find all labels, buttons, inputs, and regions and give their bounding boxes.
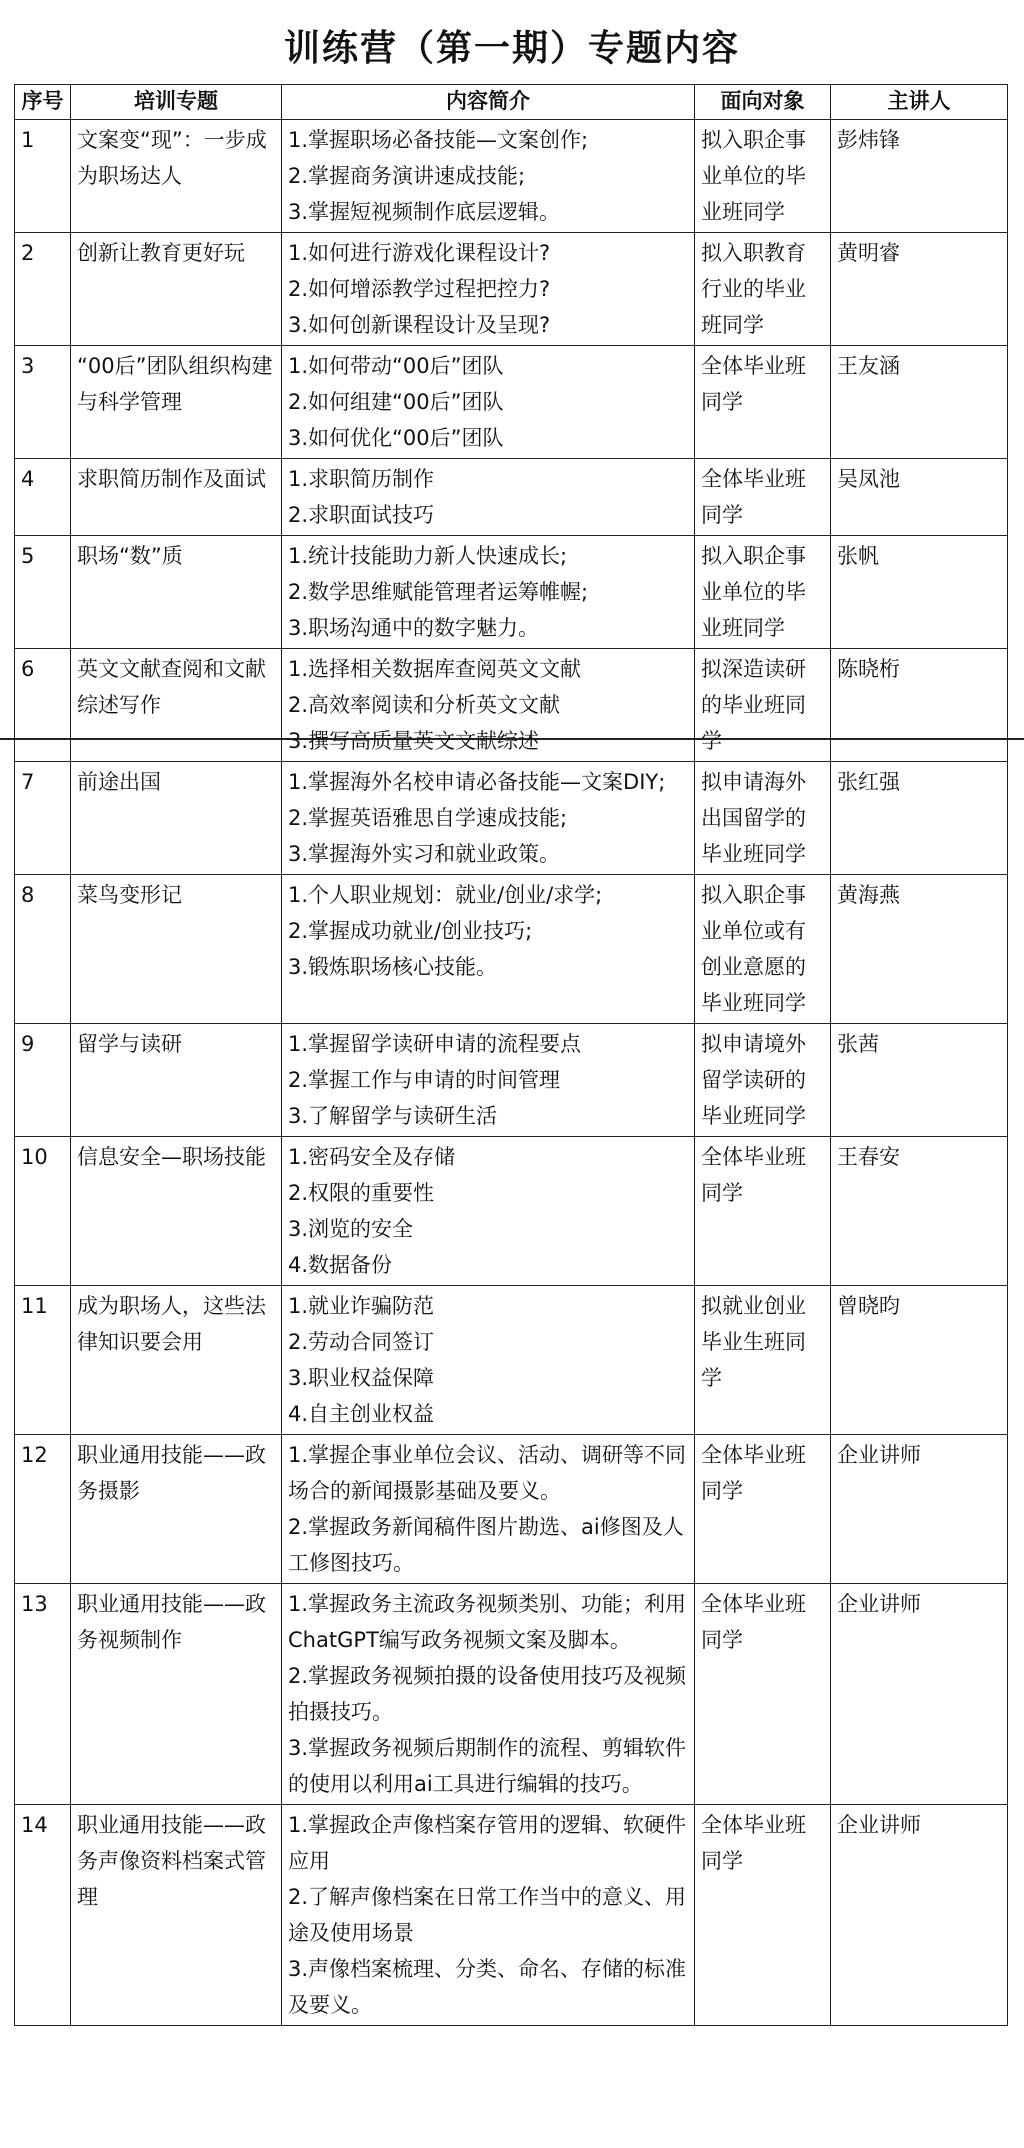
row-topic: 菜鸟变形记 bbox=[71, 875, 282, 1024]
row-topic: 职业通用技能——政务摄影 bbox=[71, 1435, 282, 1584]
content-line: 2.求职面试技巧 bbox=[288, 503, 435, 527]
header-content: 内容简介 bbox=[282, 85, 695, 120]
row-content bbox=[282, 649, 695, 762]
row-audience: 拟申请境外留学读研的毕业班同学 bbox=[695, 1024, 831, 1137]
topics-table bbox=[14, 84, 1008, 2026]
row-audience: 拟入职教育行业的毕业班同学 bbox=[695, 233, 831, 346]
table-row bbox=[15, 120, 1008, 233]
row-audience: 拟就业创业毕业生班同学 bbox=[695, 1286, 831, 1435]
row-speaker: 王春安 bbox=[831, 1137, 1008, 1286]
page-title: 训练营（第一期）专题内容 bbox=[283, 28, 740, 69]
row-speaker: 黄明睿 bbox=[831, 233, 1008, 346]
row-number: 12 bbox=[15, 1435, 71, 1584]
table-row bbox=[15, 762, 1008, 875]
row-audience: 全体毕业班同学 bbox=[695, 1435, 831, 1584]
content-line: 1.掌握职场必备技能—文案创作; bbox=[288, 128, 589, 152]
header-speaker: 主讲人 bbox=[831, 85, 1008, 120]
row-topic: 留学与读研 bbox=[71, 1024, 282, 1137]
row-speaker: 张茜 bbox=[831, 1024, 1008, 1137]
row-topic: 英文文献查阅和文献综述写作 bbox=[71, 649, 282, 762]
row-content bbox=[282, 536, 695, 649]
content-line: 2.掌握成功就业/创业技巧; bbox=[288, 919, 533, 943]
content-line: 2.高效率阅读和分析英文文献 bbox=[288, 693, 561, 717]
content-line: 1.就业诈骗防范 bbox=[288, 1294, 435, 1318]
content-line: 2.如何组建“00后”团队 bbox=[288, 390, 504, 414]
row-content bbox=[282, 762, 695, 875]
content-line: 2.了解声像档案在日常工作当中的意义、用途及使用场景 bbox=[288, 1885, 687, 1945]
row-number: 3 bbox=[15, 346, 71, 459]
header-audience: 面向对象 bbox=[695, 85, 831, 120]
row-audience: 拟入职企事业单位的毕业班同学 bbox=[695, 536, 831, 649]
content-line: 4.自主创业权益 bbox=[288, 1402, 435, 1426]
content-line: 2.掌握政务视频拍摄的设备使用技巧及视频拍摄技巧。 bbox=[288, 1664, 687, 1724]
row-topic: 前途出国 bbox=[71, 762, 282, 875]
row-number: 1 bbox=[15, 120, 71, 233]
table-row bbox=[15, 233, 1008, 346]
row-content bbox=[282, 1584, 695, 1805]
row-speaker: 吴凤池 bbox=[831, 459, 1008, 536]
header-topic: 培训专题 bbox=[71, 85, 282, 120]
row-content bbox=[282, 1435, 695, 1584]
content-line: 1.掌握留学读研申请的流程要点 bbox=[288, 1032, 582, 1056]
table-row bbox=[15, 649, 1008, 762]
row-content bbox=[282, 120, 695, 233]
row-audience: 拟入职企事业单位的毕业班同学 bbox=[695, 120, 831, 233]
row-speaker: 企业讲师 bbox=[831, 1584, 1008, 1805]
row-content bbox=[282, 233, 695, 346]
content-line: 3.锻炼职场核心技能。 bbox=[288, 955, 498, 979]
table-row bbox=[15, 1286, 1008, 1435]
content-line: 2.掌握工作与申请的时间管理 bbox=[288, 1068, 561, 1092]
row-number: 4 bbox=[15, 459, 71, 536]
row-content bbox=[282, 1286, 695, 1435]
table-row bbox=[15, 1137, 1008, 1286]
row-topic: 求职简历制作及面试 bbox=[71, 459, 282, 536]
content-line: 3.撰写高质量英文文献综述 bbox=[288, 729, 540, 753]
row-audience: 全体毕业班同学 bbox=[695, 1805, 831, 2026]
row-content bbox=[282, 1024, 695, 1137]
row-number: 5 bbox=[15, 536, 71, 649]
content-line: 1.统计技能助力新人快速成长; bbox=[288, 544, 568, 568]
row-speaker: 企业讲师 bbox=[831, 1805, 1008, 2026]
row-speaker: 王友涵 bbox=[831, 346, 1008, 459]
content-line: 1.掌握政企声像档案存管用的逻辑、软硬件应用 bbox=[288, 1813, 687, 1873]
row-speaker: 陈晓桁 bbox=[831, 649, 1008, 762]
content-line: 2.掌握政务新闻稿件图片勘选、ai修图及人工修图技巧。 bbox=[288, 1515, 684, 1575]
content-line: 3.如何优化“00后”团队 bbox=[288, 426, 504, 450]
content-line: 1.密码安全及存储 bbox=[288, 1145, 456, 1169]
content-line: 2.数学思维赋能管理者运筹帷幄; bbox=[288, 580, 589, 604]
content-line: 4.数据备份 bbox=[288, 1253, 393, 1277]
content-line: 3.如何创新课程设计及呈现? bbox=[288, 313, 551, 337]
row-content bbox=[282, 1137, 695, 1286]
row-audience: 全体毕业班同学 bbox=[695, 1137, 831, 1286]
content-line: 3.掌握海外实习和就业政策。 bbox=[288, 842, 561, 866]
table-row bbox=[15, 1435, 1008, 1584]
content-line: 1.求职简历制作 bbox=[288, 467, 435, 491]
table-row bbox=[15, 1805, 1008, 2026]
content-line: 1.掌握海外名校申请必备技能—文案DIY; bbox=[288, 770, 666, 794]
row-number: 11 bbox=[15, 1286, 71, 1435]
row-topic: “00后”团队组织构建与科学管理 bbox=[71, 346, 282, 459]
content-line: 1.掌握企事业单位会议、活动、调研等不同场合的新闻摄影基础及要义。 bbox=[288, 1443, 687, 1503]
row-audience: 拟深造读研的毕业班同学 bbox=[695, 649, 831, 762]
row-topic: 职场“数”质 bbox=[71, 536, 282, 649]
row-content bbox=[282, 875, 695, 1024]
row-number: 14 bbox=[15, 1805, 71, 2026]
content-line: 3.了解留学与读研生活 bbox=[288, 1104, 498, 1128]
row-number: 10 bbox=[15, 1137, 71, 1286]
row-speaker: 曾晓昀 bbox=[831, 1286, 1008, 1435]
content-line: 3.声像档案梳理、分类、命名、存储的标准及要义。 bbox=[288, 1957, 687, 2017]
table-row bbox=[15, 875, 1008, 1024]
row-content bbox=[282, 346, 695, 459]
content-line: 1.如何带动“00后”团队 bbox=[288, 354, 504, 378]
row-number: 8 bbox=[15, 875, 71, 1024]
content-line: 3.掌握短视频制作底层逻辑。 bbox=[288, 200, 561, 224]
content-line: 1.掌握政务主流政务视频类别、功能；利用ChatGPT编写政务视频文案及脚本。 bbox=[288, 1592, 687, 1652]
row-topic: 信息安全—职场技能 bbox=[71, 1137, 282, 1286]
row-number: 2 bbox=[15, 233, 71, 346]
row-topic: 职业通用技能——政务视频制作 bbox=[71, 1584, 282, 1805]
row-number: 6 bbox=[15, 649, 71, 762]
row-audience: 拟申请海外出国留学的毕业班同学 bbox=[695, 762, 831, 875]
row-number: 7 bbox=[15, 762, 71, 875]
content-line: 1.选择相关数据库查阅英文文献 bbox=[288, 657, 582, 681]
content-line: 3.浏览的安全 bbox=[288, 1217, 414, 1241]
row-topic: 职业通用技能——政务声像资料档案式管理 bbox=[71, 1805, 282, 2026]
content-line: 1.个人职业规划：就业/创业/求学; bbox=[288, 883, 603, 907]
table-header-row bbox=[15, 85, 1008, 120]
content-line: 2.掌握英语雅思自学速成技能; bbox=[288, 806, 568, 830]
row-speaker: 张红强 bbox=[831, 762, 1008, 875]
row-topic: 创新让教育更好玩 bbox=[71, 233, 282, 346]
row-audience: 全体毕业班同学 bbox=[695, 346, 831, 459]
content-line: 3.职场沟通中的数字魅力。 bbox=[288, 616, 540, 640]
table-row bbox=[15, 346, 1008, 459]
row-audience: 全体毕业班同学 bbox=[695, 459, 831, 536]
header-no: 序号 bbox=[15, 85, 71, 120]
row-topic: 文案变“现”：一步成为职场达人 bbox=[71, 120, 282, 233]
content-line: 2.如何增添教学过程把控力? bbox=[288, 277, 551, 301]
row-number: 13 bbox=[15, 1584, 71, 1805]
table-row bbox=[15, 1024, 1008, 1137]
table-row bbox=[15, 1584, 1008, 1805]
row-audience: 全体毕业班同学 bbox=[695, 1584, 831, 1805]
content-line: 2.劳动合同签订 bbox=[288, 1330, 435, 1354]
row-speaker: 张帆 bbox=[831, 536, 1008, 649]
content-line: 3.职业权益保障 bbox=[288, 1366, 435, 1390]
row-content bbox=[282, 1805, 695, 2026]
row-number: 9 bbox=[15, 1024, 71, 1137]
content-line: 3.掌握政务视频后期制作的流程、剪辑软件的使用以利用ai工具进行编辑的技巧。 bbox=[288, 1736, 687, 1796]
content-line: 2.掌握商务演讲速成技能; bbox=[288, 164, 526, 188]
row-content bbox=[282, 459, 695, 536]
table-row bbox=[15, 536, 1008, 649]
row-speaker: 黄海燕 bbox=[831, 875, 1008, 1024]
row-audience: 拟入职企事业单位或有创业意愿的毕业班同学 bbox=[695, 875, 831, 1024]
content-line: 2.权限的重要性 bbox=[288, 1181, 435, 1205]
row-topic: 成为职场人，这些法律知识要会用 bbox=[71, 1286, 282, 1435]
row-speaker: 企业讲师 bbox=[831, 1435, 1008, 1584]
row-speaker: 彭炜锋 bbox=[831, 120, 1008, 233]
content-line: 1.如何进行游戏化课程设计? bbox=[288, 241, 551, 265]
table-row bbox=[15, 459, 1008, 536]
